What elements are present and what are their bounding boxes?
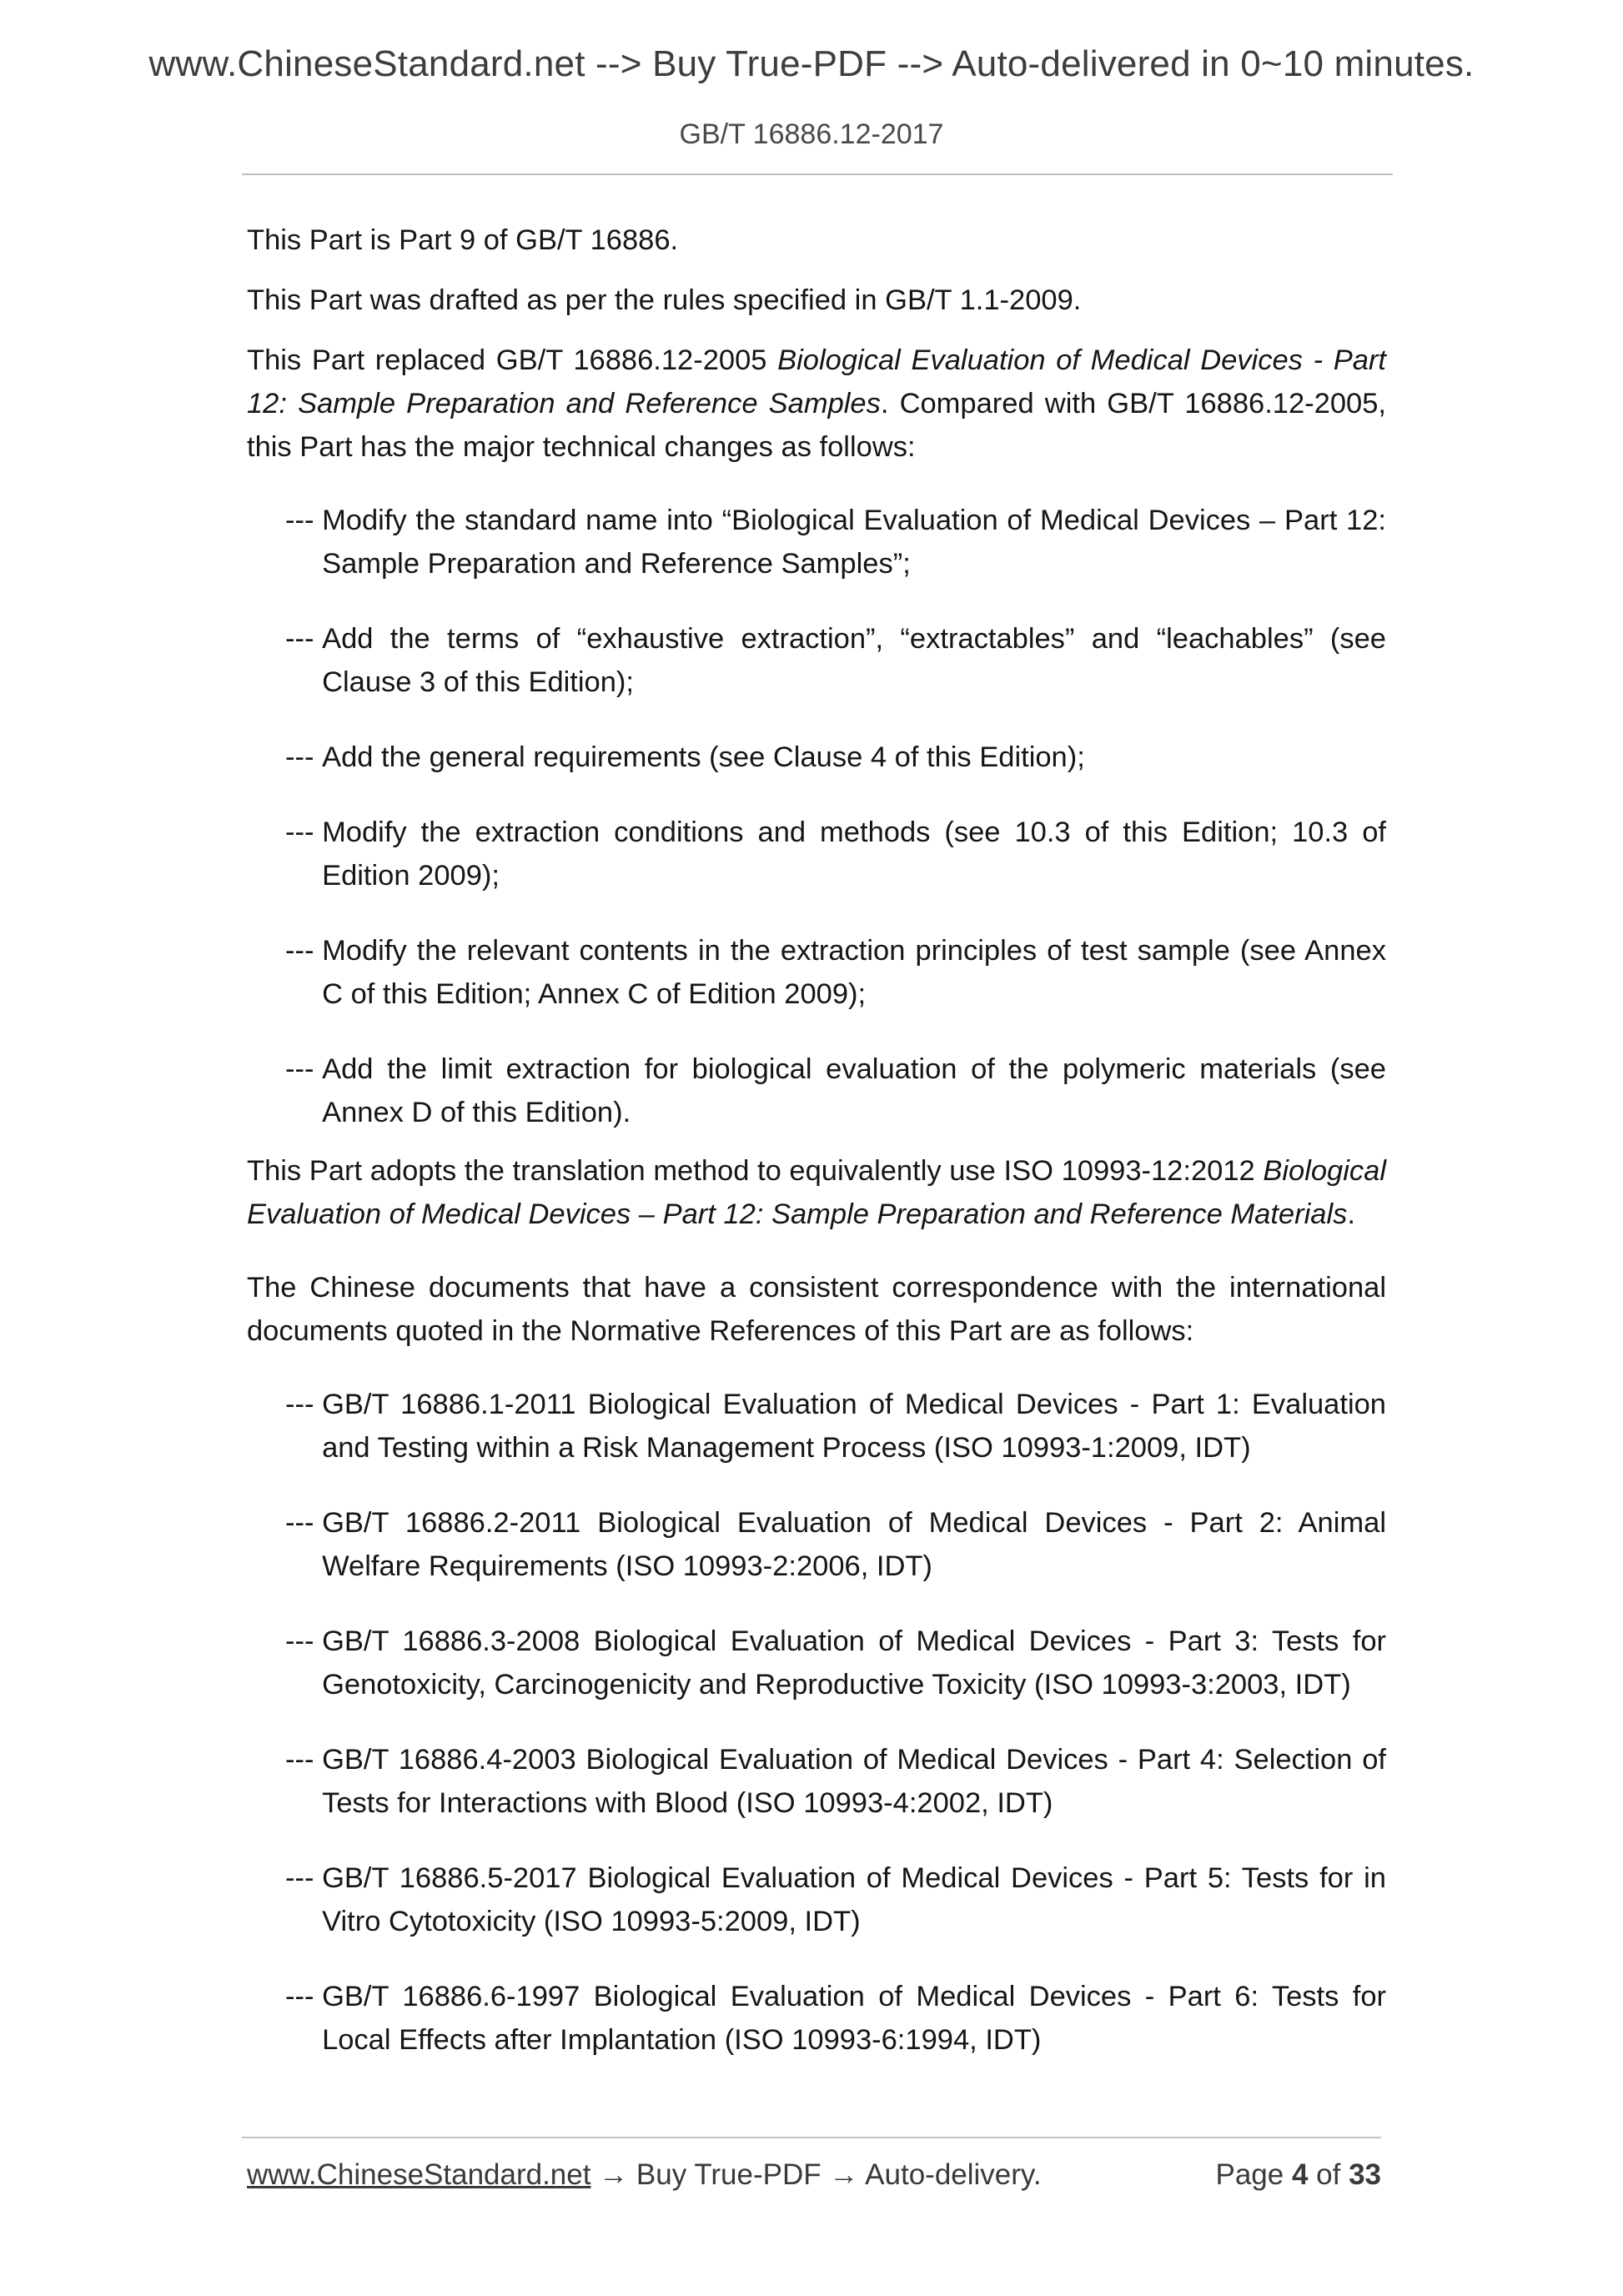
site-banner[interactable]: www.ChineseStandard.net --> Buy True-PDF --> Auto-delivered in 0~10 minutes.: [148, 43, 1475, 84]
list-item: --- Modify the relevant contents in the extraction principles of test sample (see Annex C of this Edition; Annex C of Edition 2009);: [285, 935, 1386, 1010]
paragraph-part-number: This Part is Part 9 of GB/T 16886.: [247, 224, 679, 256]
list-item: --- Add the general requirements (see Clause 4 of this Edition);: [285, 741, 1085, 773]
replaced-standard-title: Biological Evaluation of Medical Devices - Part 12: Sample Preparation and Reference Samples: [247, 344, 1386, 420]
list-item: --- GB/T 16886.6-1997 Biological Evaluation of Medical Devices - Part 6: Tests for Local Effects after Implantation (ISO 10993-6:1994, IDT): [285, 1981, 1386, 2056]
current-page: 4: [1291, 2158, 1309, 2191]
page-indicator: Page 4 of 33: [1215, 2158, 1381, 2191]
list-item: --- Modify the standard name into “Biological Evaluation of Medical Devices – Part 12: Sample Preparation and Reference Samples”;: [285, 505, 1386, 580]
paragraph-replacement: This Part replaced GB/T 16886.12-2005 Biological Evaluation of Medical Devices - Part 12: Sample Preparation and Reference Samples. Compared with GB/T 16886.12-2005, this Part has the major technical changes as follows:: [247, 344, 1386, 463]
iso-standard-title: Biological Evaluation of Medical Devices – Part 12: Sample Preparation and Reference Materials: [247, 1155, 1386, 1230]
changes-list: [247, 499, 1386, 1134]
document-id: GB/T 16886.12-2017: [679, 118, 944, 150]
list-item: --- Add the terms of “exhaustive extraction”, “extractables” and “leachables” (see Clause 3 of this Edition);: [285, 623, 1386, 698]
list-item: --- GB/T 16886.4-2003 Biological Evaluation of Medical Devices - Part 4: Selection of Tests for Interactions with Blood (ISO 10993-4:2002, IDT): [285, 1744, 1386, 1819]
page-footer: [247, 2158, 1381, 2192]
references-list: [247, 1383, 1386, 2062]
header-divider: [242, 173, 1393, 175]
paragraph-correspondence: The Chinese documents that have a consistent correspondence with the international documents quoted in the Normative References of this Part are as follows:: [247, 1272, 1386, 1347]
list-item: --- GB/T 16886.3-2008 Biological Evaluation of Medical Devices - Part 3: Tests for Genotoxicity, Carcinogenicity and Reproductive Toxicity (ISO 10993-3:2003, IDT): [285, 1625, 1386, 1701]
footer-divider: [242, 2137, 1381, 2138]
list-item: --- GB/T 16886.2-2011 Biological Evaluation of Medical Devices - Part 2: Animal Welfare Requirements (ISO 10993-2:2006, IDT): [285, 1507, 1386, 1582]
footer-tagline: → Buy True-PDF → Auto-delivery.: [590, 2158, 1042, 2191]
list-item: --- Add the limit extraction for biological evaluation of the polymeric materials (see Annex D of this Edition).: [285, 1053, 1386, 1128]
list-item: --- GB/T 16886.5-2017 Biological Evaluation of Medical Devices - Part 5: Tests for in Vitro Cytotoxicity (ISO 10993-5:2009, IDT): [285, 1862, 1386, 1937]
footer-site-link[interactable]: www.ChineseStandard.net: [247, 2158, 591, 2191]
list-item: --- GB/T 16886.1-2011 Biological Evaluation of Medical Devices - Part 1: Evaluation and Testing within a Risk Management Process (ISO 10993-1:2009, IDT): [285, 1389, 1386, 1464]
document-body: [247, 219, 1386, 2093]
paragraph-drafting-rules: This Part was drafted as per the rules specified in GB/T 1.1-2009.: [247, 284, 1082, 316]
total-pages: 33: [1349, 2158, 1381, 2191]
paragraph-adoption: This Part adopts the translation method to equivalently use ISO 10993-12:2012 Biological Evaluation of Medical Devices – Part 12: Sample Preparation and Reference Materials.: [247, 1155, 1386, 1230]
list-item: --- Modify the extraction conditions and methods (see 10.3 of this Edition; 10.3 of Edition 2009);: [285, 816, 1386, 892]
